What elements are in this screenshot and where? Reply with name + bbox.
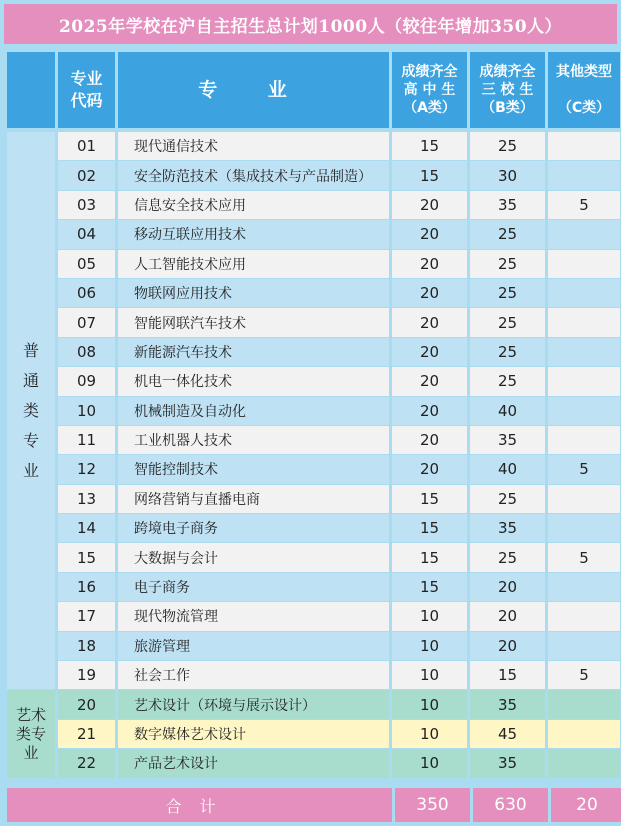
major-code: 17 bbox=[58, 602, 115, 631]
table-row bbox=[7, 661, 620, 690]
quota-class-b: 25 bbox=[470, 250, 545, 279]
quota-class-b: 35 bbox=[470, 749, 545, 778]
major-name: 大数据与会计 bbox=[118, 543, 389, 572]
major-name: 现代物流管理 bbox=[118, 602, 389, 631]
major-code: 15 bbox=[58, 543, 115, 572]
quota-class-c bbox=[548, 749, 620, 778]
category-label: 艺术类专业 bbox=[15, 705, 46, 762]
quota-class-a: 20 bbox=[392, 367, 467, 396]
quota-class-a: 15 bbox=[392, 573, 467, 602]
header-code: 专业 代码 bbox=[58, 52, 115, 128]
quota-class-a: 20 bbox=[392, 250, 467, 279]
table-body bbox=[7, 132, 620, 779]
category-label: 普 通 类 专 业 bbox=[22, 340, 39, 480]
major-name: 新能源汽车技术 bbox=[118, 338, 389, 367]
quota-class-c bbox=[548, 573, 620, 602]
table-row bbox=[7, 279, 620, 308]
table-row bbox=[7, 720, 620, 749]
major-name: 移动互联应用技术 bbox=[118, 220, 389, 249]
table-row bbox=[7, 250, 620, 279]
major-code: 08 bbox=[58, 338, 115, 367]
quota-class-c: 5 bbox=[548, 661, 620, 690]
total-row bbox=[7, 788, 621, 822]
quota-class-a: 20 bbox=[392, 308, 467, 337]
table-row bbox=[7, 632, 620, 661]
quota-class-a: 20 bbox=[392, 426, 467, 455]
quota-class-b: 20 bbox=[470, 573, 545, 602]
quota-class-c: 5 bbox=[548, 455, 620, 484]
quota-class-a: 15 bbox=[392, 132, 467, 161]
quota-class-c: 5 bbox=[548, 543, 620, 572]
quota-class-c bbox=[548, 602, 620, 631]
quota-class-a: 20 bbox=[392, 220, 467, 249]
quota-class-b: 15 bbox=[470, 661, 545, 690]
table-row bbox=[7, 338, 620, 367]
table-row bbox=[7, 543, 620, 572]
quota-class-c bbox=[548, 397, 620, 426]
table-row bbox=[7, 191, 620, 220]
quota-class-a: 10 bbox=[392, 632, 467, 661]
quota-class-a: 20 bbox=[392, 397, 467, 426]
quota-class-a: 15 bbox=[392, 161, 467, 190]
quota-class-c bbox=[548, 279, 620, 308]
major-name: 信息安全技术应用 bbox=[118, 191, 389, 220]
table-row bbox=[7, 602, 620, 631]
table-row bbox=[7, 690, 620, 719]
major-name: 智能网联汽车技术 bbox=[118, 308, 389, 337]
major-code: 16 bbox=[58, 573, 115, 602]
quota-class-b: 35 bbox=[470, 426, 545, 455]
quota-class-a: 15 bbox=[392, 543, 467, 572]
total-table bbox=[4, 788, 621, 822]
header-class-c: 其他类型 （C类） bbox=[548, 52, 620, 128]
major-name: 智能控制技术 bbox=[118, 455, 389, 484]
quota-class-b: 20 bbox=[470, 632, 545, 661]
quota-class-a: 20 bbox=[392, 191, 467, 220]
quota-class-b: 25 bbox=[470, 485, 545, 514]
major-code: 03 bbox=[58, 191, 115, 220]
major-code: 11 bbox=[58, 426, 115, 455]
major-name: 工业机器人技术 bbox=[118, 426, 389, 455]
table-row bbox=[7, 397, 620, 426]
quota-class-c bbox=[548, 514, 620, 543]
quota-class-a: 10 bbox=[392, 661, 467, 690]
major-name: 艺术设计（环境与展示设计） bbox=[118, 690, 389, 719]
major-code: 20 bbox=[58, 690, 115, 719]
quota-class-b: 45 bbox=[470, 720, 545, 749]
total-class-c: 20 bbox=[551, 788, 621, 822]
quota-class-b: 25 bbox=[470, 279, 545, 308]
major-code: 14 bbox=[58, 514, 115, 543]
major-code: 10 bbox=[58, 397, 115, 426]
quota-class-b: 35 bbox=[470, 191, 545, 220]
major-code: 21 bbox=[58, 720, 115, 749]
major-code: 05 bbox=[58, 250, 115, 279]
total-class-b: 630 bbox=[473, 788, 548, 822]
quota-class-a: 15 bbox=[392, 514, 467, 543]
major-name: 跨境电子商务 bbox=[118, 514, 389, 543]
quota-class-b: 40 bbox=[470, 455, 545, 484]
quota-class-c bbox=[548, 132, 620, 161]
quota-class-b: 40 bbox=[470, 397, 545, 426]
quota-class-c bbox=[548, 690, 620, 719]
quota-class-b: 25 bbox=[470, 132, 545, 161]
major-code: 18 bbox=[58, 632, 115, 661]
table-row bbox=[7, 514, 620, 543]
quota-class-a: 20 bbox=[392, 338, 467, 367]
table-row bbox=[7, 308, 620, 337]
major-code: 12 bbox=[58, 455, 115, 484]
quota-class-b: 35 bbox=[470, 514, 545, 543]
major-name: 产品艺术设计 bbox=[118, 749, 389, 778]
header-major: 专 业 bbox=[118, 52, 389, 128]
category-art bbox=[7, 690, 55, 778]
major-name: 机电一体化技术 bbox=[118, 367, 389, 396]
header-class-a: 成绩齐全 高 中 生 （A类） bbox=[392, 52, 467, 128]
quota-class-a: 10 bbox=[392, 720, 467, 749]
major-name: 网络营销与直播电商 bbox=[118, 485, 389, 514]
table-row bbox=[7, 749, 620, 778]
table-header bbox=[7, 52, 620, 128]
major-name: 人工智能技术应用 bbox=[118, 250, 389, 279]
major-name: 机械制造及自动化 bbox=[118, 397, 389, 426]
major-name: 物联网应用技术 bbox=[118, 279, 389, 308]
table-row bbox=[7, 161, 620, 190]
table-row bbox=[7, 367, 620, 396]
major-name: 数字媒体艺术设计 bbox=[118, 720, 389, 749]
major-code: 04 bbox=[58, 220, 115, 249]
category-general bbox=[7, 132, 55, 690]
quota-class-b: 25 bbox=[470, 308, 545, 337]
quota-class-b: 20 bbox=[470, 602, 545, 631]
quota-class-c: 5 bbox=[548, 191, 620, 220]
major-code: 19 bbox=[58, 661, 115, 690]
quota-class-b: 35 bbox=[470, 690, 545, 719]
quota-class-a: 10 bbox=[392, 749, 467, 778]
table-row bbox=[7, 426, 620, 455]
quota-class-a: 10 bbox=[392, 602, 467, 631]
quota-class-c bbox=[548, 632, 620, 661]
table-row bbox=[7, 132, 620, 161]
major-code: 13 bbox=[58, 485, 115, 514]
quota-class-c bbox=[548, 367, 620, 396]
major-name: 现代通信技术 bbox=[118, 132, 389, 161]
quota-class-a: 10 bbox=[392, 690, 467, 719]
quota-class-a: 15 bbox=[392, 485, 467, 514]
major-code: 09 bbox=[58, 367, 115, 396]
quota-class-c bbox=[548, 250, 620, 279]
table-row bbox=[7, 573, 620, 602]
total-class-a: 350 bbox=[395, 788, 470, 822]
major-name: 安全防范技术（集成技术与产品制造） bbox=[118, 161, 389, 190]
major-code: 07 bbox=[58, 308, 115, 337]
table-row bbox=[7, 485, 620, 514]
quota-class-b: 25 bbox=[470, 367, 545, 396]
major-code: 02 bbox=[58, 161, 115, 190]
enrollment-table bbox=[4, 52, 621, 779]
quota-class-b: 25 bbox=[470, 543, 545, 572]
major-name: 电子商务 bbox=[118, 573, 389, 602]
table-row bbox=[7, 455, 620, 484]
total-label: 合计 bbox=[7, 788, 392, 822]
quota-class-b: 30 bbox=[470, 161, 545, 190]
quota-class-c bbox=[548, 220, 620, 249]
major-code: 22 bbox=[58, 749, 115, 778]
quota-class-c bbox=[548, 338, 620, 367]
quota-class-a: 20 bbox=[392, 455, 467, 484]
quota-class-b: 25 bbox=[470, 338, 545, 367]
table-row bbox=[7, 220, 620, 249]
quota-class-c bbox=[548, 308, 620, 337]
page-banner: 2025年学校在沪自主招生总计划1000人（较往年增加350人） bbox=[4, 4, 617, 44]
major-code: 01 bbox=[58, 132, 115, 161]
header-category bbox=[7, 52, 55, 128]
quota-class-c bbox=[548, 426, 620, 455]
major-name: 旅游管理 bbox=[118, 632, 389, 661]
quota-class-a: 20 bbox=[392, 279, 467, 308]
quota-class-c bbox=[548, 485, 620, 514]
major-code: 06 bbox=[58, 279, 115, 308]
quota-class-b: 25 bbox=[470, 220, 545, 249]
major-name: 社会工作 bbox=[118, 661, 389, 690]
header-class-b: 成绩齐全 三 校 生 （B类） bbox=[470, 52, 545, 128]
quota-class-c bbox=[548, 161, 620, 190]
quota-class-c bbox=[548, 720, 620, 749]
